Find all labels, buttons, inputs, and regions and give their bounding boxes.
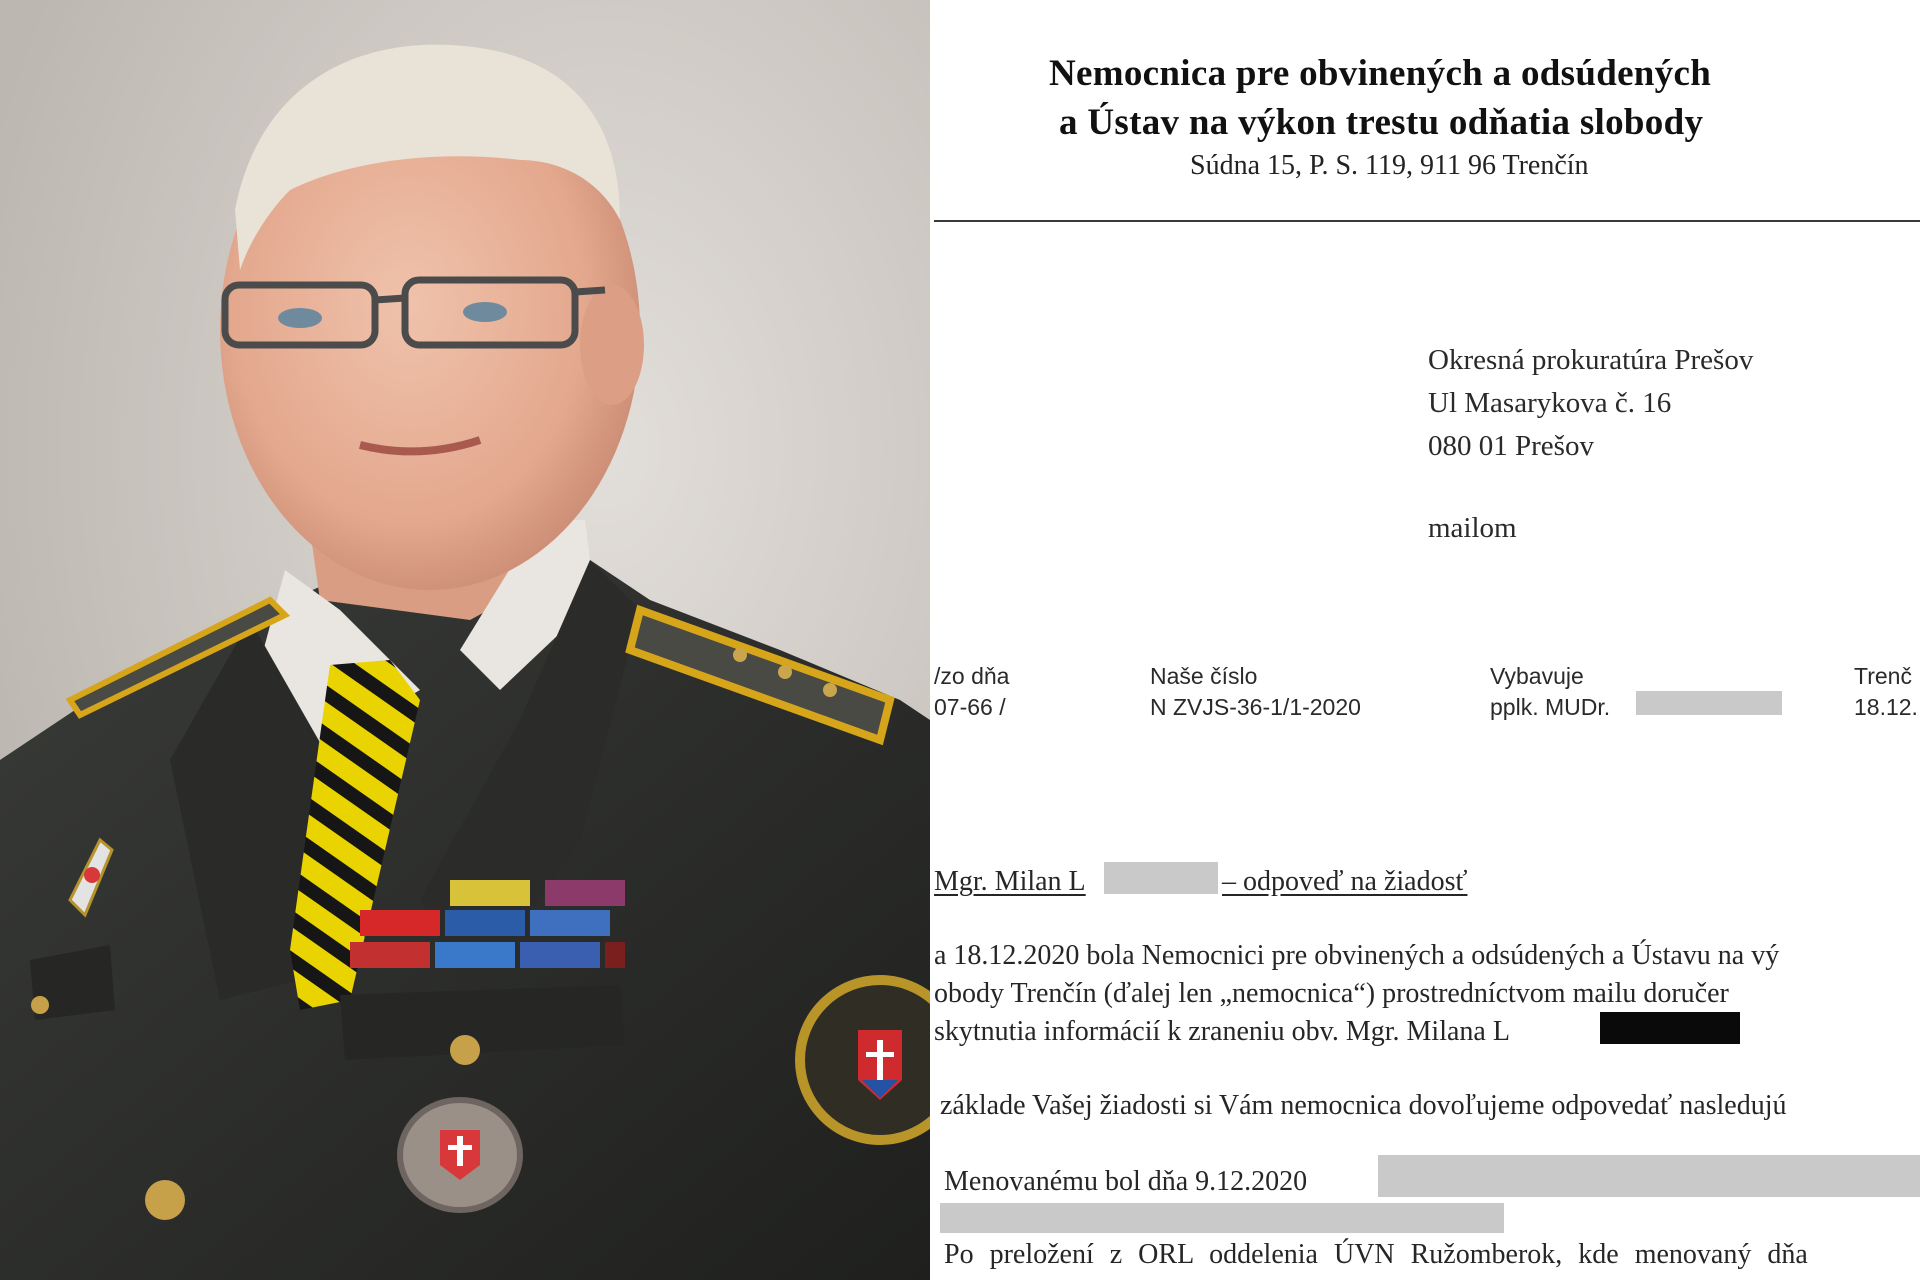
- portrait-illustration: [0, 0, 930, 1280]
- letterhead-line-1: Nemocnica pre obvinených a odsúdených: [1049, 53, 1712, 94]
- recipient-name: Okresná prokuratúra Prešov: [1428, 344, 1754, 376]
- recipient-street: Ul Masarykova č. 16: [1428, 387, 1672, 419]
- paragraph-2: základe Vašej žiadosti si Vám nemocnica dovoľujeme odpovedať nasledujú: [940, 1090, 1787, 1121]
- redaction-diagnosis-1: [1378, 1155, 1920, 1197]
- service-badge: [400, 1100, 520, 1210]
- redaction-surname-black: [1600, 1012, 1740, 1044]
- jacket-button: [145, 1180, 185, 1220]
- paragraph-3: Menovanému bol dňa 9.12.2020: [944, 1166, 1308, 1197]
- paragraph-4: Po preložení z ORL oddelenia ÚVN Ružomberok, kde menovaný dňa: [944, 1239, 1808, 1270]
- letterhead-address: Súdna 15, P. S. 119, 911 96 Trenčín: [1190, 150, 1589, 181]
- handled-by-value: pplk. MUDr.: [1490, 694, 1611, 720]
- redaction-diagnosis-2: [940, 1203, 1504, 1233]
- redaction-handler-name: [1636, 691, 1782, 715]
- handled-by-label: Vybavuje: [1490, 663, 1584, 689]
- our-number-value: N ZVJS-36-1/1-2020: [1150, 694, 1361, 720]
- recipient-city: 080 01 Prešov: [1428, 430, 1594, 462]
- subject-prefix: Mgr. Milan L: [934, 866, 1086, 897]
- letterhead-line-2: a Ústav na výkon trestu odňatia slobody: [1059, 102, 1704, 143]
- letter-date-value: 18.12.: [1854, 694, 1918, 720]
- ref-date-value: 07-66 /: [934, 694, 1006, 720]
- our-number-label: Naše číslo: [1150, 663, 1258, 689]
- sleeve-patch: [800, 980, 930, 1140]
- paragraph-1-line-3: skytnutia informácií k zraneniu obv. Mgr. Milana L: [934, 1016, 1510, 1047]
- officer-portrait-photo: [0, 0, 930, 1280]
- letter-scan: [934, 0, 1920, 1280]
- place-label: Trenč: [1854, 663, 1912, 689]
- paragraph-1-line-1: a 18.12.2020 bola Nemocnici pre obvinených a odsúdených a Ústavu na vý: [934, 940, 1780, 971]
- ref-date-label: /zo dňa: [934, 663, 1010, 689]
- jacket-button: [450, 1035, 480, 1065]
- paragraph-1-line-2: obody Trenčín (ďalej len „nemocnica“) prostredníctvom mailu doručer: [934, 978, 1729, 1009]
- redaction-surname-subject: [1104, 862, 1218, 894]
- delivery-method: mailom: [1428, 512, 1517, 544]
- letterhead-rule: [934, 220, 1920, 222]
- subject-suffix: – odpoveď na žiadosť: [1222, 866, 1468, 897]
